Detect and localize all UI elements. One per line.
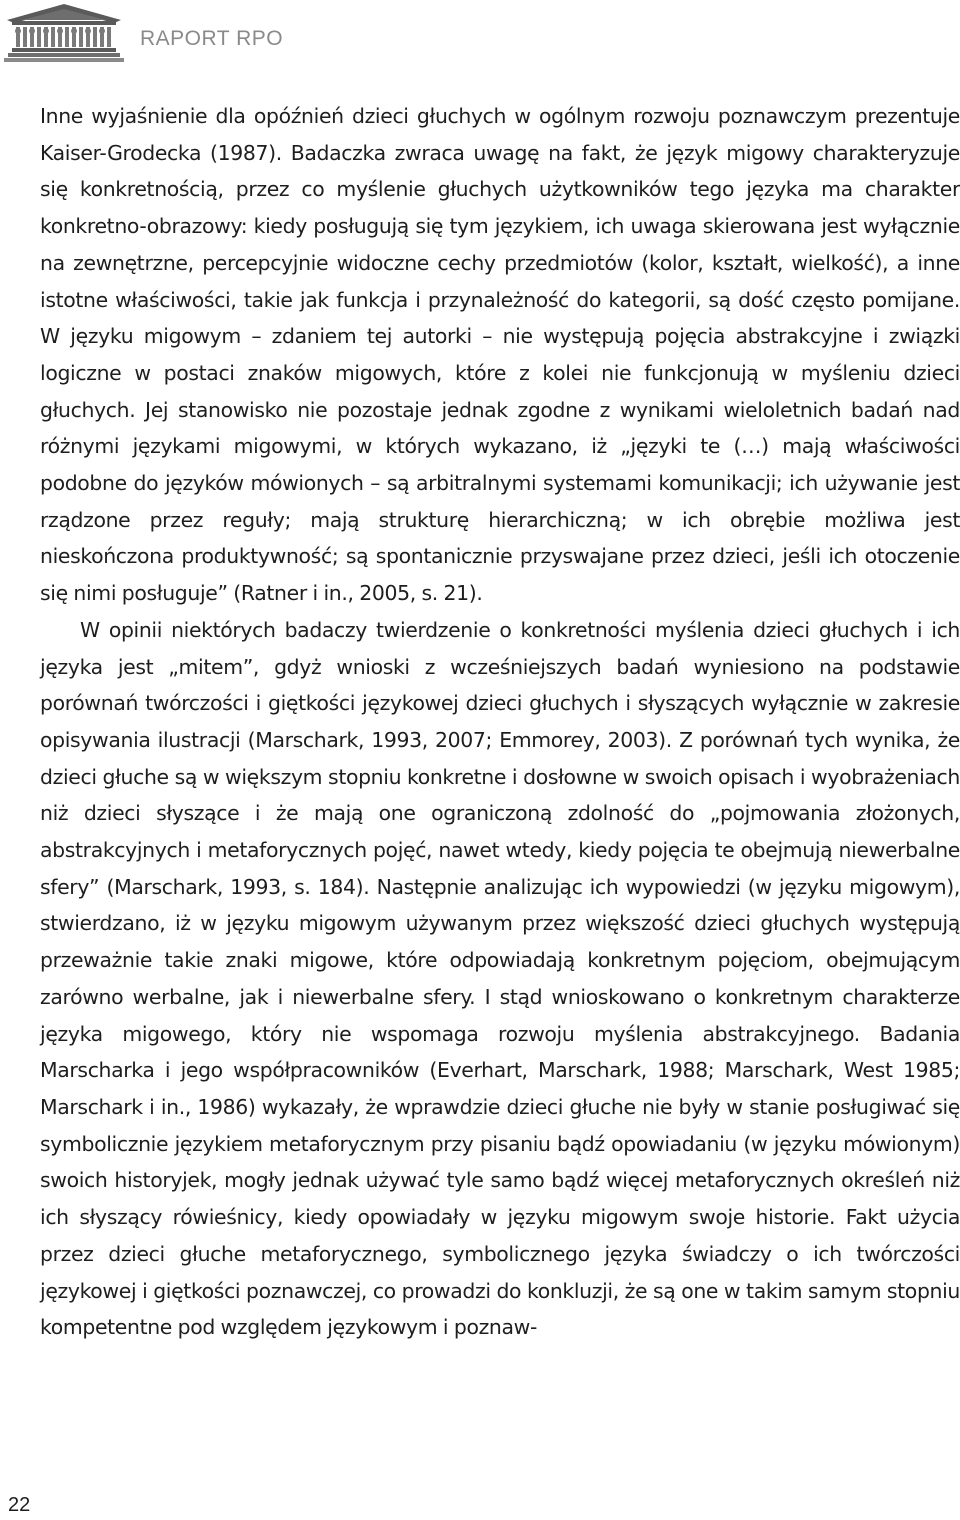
page-number: 22	[8, 1494, 31, 1516]
body-text	[40, 98, 960, 1346]
running-head: RAPORT RPO	[140, 27, 284, 50]
institution-building-logo	[4, 2, 124, 66]
paragraph: Inne wyjaśnienie dla opóźnień dzieci głuchych w ogólnym rozwoju poznawczym prezentuje Kaiser-Grodecka (1987). Badaczka zwraca uwagę na fakt, że język migowy charakteryzuje się konkretnością, przez co myślenie głuchych użytkowników tego języka ma charakter konkretno-obrazowy: kiedy posługują się tym językiem, ich uwaga skierowana jest wyłącznie na zewnętrzne, percepcyjnie widoczne cechy przedmiotów (kolor, kształt, wielkość), a inne istotne właściwości, takie jak funkcja i przynależność do kategorii, są dość często pomijane. W języku migowym – zdaniem tej autorki – nie występują pojęcia abstrakcyjne i związki logiczne w postaci znaków migowych, które z kolei nie funkcjonują w myśleniu dzieci głuchych. Jej stanowisko nie pozostaje jednak zgodne z wynikami wieloletnich badań nad różnymi językami migowymi, w których wykazano, iż „języki te (…) mają właściwości podobne do języków mówionych – są arbitralnymi systemami komunikacji; ich używanie jest rządzone przez reguły; mają strukturę hierarchiczną; w ich obrębie możliwa jest nieskończona produktywność; są spontanicznie przyswajane przez dzieci, jeśli ich otoczenie się nimi posługuje” (Ratner i in., 2005, s. 21).	[40, 104, 960, 606]
paragraph: W opinii niektórych badaczy twierdzenie o konkretności myślenia dzieci głuchych i ich języka jest „mitem”, gdyż wnioski z wcześniejszych badań wyniesiono na podstawie porównań twórczości i giętkości językowej dzieci głuchych i słyszących wyłącznie w zakresie opisywania ilustracji (Marschark, 1993, 2007; Emmorey, 2003). Z porównań tych wynika, że dzieci głuche są w większym stopniu konkretne i dosłowne w swoich opisach i wyobrażeniach niż dzieci słyszące i że mają one ograniczoną zdolność do „pojmowania złożonych, abstrakcyjnych i metaforycznych pojęć, nawet wtedy, kiedy pojęcia te obejmują niewerbalne sfery” (Marschark, 1993, s. 184). Następnie analizując ich wypowiedzi (w języku migowym), stwierdzano, iż w języku migowym używanym przez większość dzieci głuchych występują przeważnie takie znaki migowe, które odpowiadają konkretnym pojęciom, obejmującym zarówno werbalne, jak i niewerbalne sfery. I stąd wnioskowano o konkretnym charakterze języka migowego, który nie wspomaga rozwoju myślenia abstrakcyjnego. Badania Marscharka i jego współpracowników (Everhart, Marschark, 1988; Marschark, West 1985; Marschark i in., 1986) wykazały, że wprawdzie dzieci głuche nie były w stanie posługiwać się symbolicznie językiem metaforycznym przy pisaniu bądź opowiadaniu (w języku mówionym) swoich historyjek, mogły jednak używać tyle samo bądź więcej metaforycznych określeń niż ich słyszący rówieśnicy, kiedy opowiadały w języku migowym swoje historie. Fakt użycia przez dzieci głuche metaforycznego, symbolicznego języka świadczy o ich twórczości językowej i giętkości poznawczej, co prowadzi do konkluzji, że są one w takim samym stopniu kompetentne pod względem językowym i poznaw-	[40, 617, 960, 1340]
page-header	[0, 0, 960, 70]
